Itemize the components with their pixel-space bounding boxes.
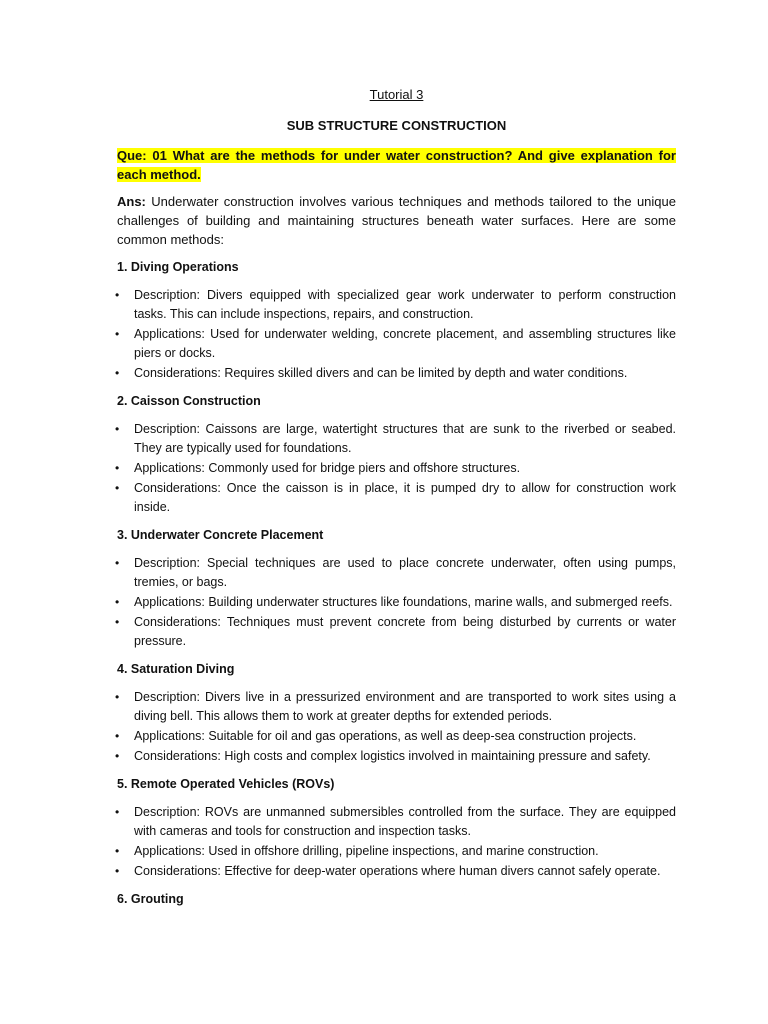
bullet-text: Considerations: High costs and complex logistics involved in maintaining pressure and safety.: [134, 749, 651, 763]
bullet-item: [117, 747, 676, 766]
bullet-icon: •: [115, 595, 120, 609]
bullet-icon: •: [115, 461, 120, 475]
bullet-item: [117, 479, 676, 517]
bullet-icon: •: [115, 615, 120, 629]
bullet-list: [117, 803, 676, 881]
bullet-icon: •: [115, 805, 120, 819]
question-highlight: Que: 01 What are the methods for under water construction? And give explanation for each method.: [117, 148, 676, 182]
bullet-text: Description: ROVs are unmanned submersibles controlled from the surface. They are equipped with cameras and tools for construction and inspection tasks.: [134, 805, 676, 838]
bullet-text: Considerations: Requires skilled divers and can be limited by depth and water conditions.: [134, 366, 628, 380]
bullet-icon: •: [115, 844, 120, 858]
bullet-text: Considerations: Effective for deep-water operations where human divers cannot safely operate.: [134, 864, 661, 878]
bullet-list: [117, 554, 676, 651]
bullet-text: Applications: Suitable for oil and gas operations, as well as deep-sea construction projects.: [134, 729, 637, 743]
bullet-text: Applications: Used in offshore drilling, pipeline inspections, and marine construction.: [134, 844, 599, 858]
bullet-text: Applications: Building underwater structures like foundations, marine walls, and submerged reefs.: [134, 595, 673, 609]
bullet-item: [117, 286, 676, 324]
bullet-item: [117, 688, 676, 726]
bullet-icon: •: [115, 481, 120, 495]
answer-paragraph: [117, 192, 676, 249]
bullet-item: [117, 420, 676, 458]
answer-text: Underwater construction involves various techniques and methods tailored to the unique challenges of building and maintaining structures beneath water surfaces. Here are some common methods:: [117, 194, 676, 247]
bullet-item: [117, 325, 676, 363]
bullet-item: [117, 364, 676, 383]
bullet-text: Considerations: Once the caisson is in place, it is pumped dry to allow for construction work inside.: [134, 481, 676, 514]
bullet-icon: •: [115, 288, 120, 302]
methods-sections: [117, 258, 676, 908]
bullet-item: [117, 842, 676, 861]
document-title: [117, 86, 676, 104]
bullet-icon: •: [115, 327, 120, 341]
bullet-item: [117, 803, 676, 841]
bullet-text: Description: Divers equipped with specialized gear work underwater to perform construction tasks. This can include inspections, repairs, and construction.: [134, 288, 676, 321]
bullet-icon: •: [115, 864, 120, 878]
section-heading: 3. Underwater Concrete Placement: [117, 528, 324, 542]
answer-label: Ans:: [117, 194, 146, 209]
document-subtitle: SUB STRUCTURE CONSTRUCTION: [286, 118, 507, 133]
bullet-item: [117, 459, 676, 478]
section-heading: 1. Diving Operations: [117, 260, 239, 274]
question-text: [117, 146, 676, 184]
section-heading: 5. Remote Operated Vehicles (ROVs): [117, 777, 335, 791]
section-heading: 4. Saturation Diving: [117, 662, 235, 676]
bullet-icon: •: [115, 366, 120, 380]
bullet-text: Applications: Commonly used for bridge piers and offshore structures.: [134, 461, 521, 475]
bullet-icon: •: [115, 556, 120, 570]
bullet-text: Description: Caissons are large, watertight structures that are sunk to the riverbed or seabed. They are typically used for foundations.: [134, 422, 676, 455]
section-heading: 6. Grouting: [117, 892, 184, 906]
bullet-item: [117, 613, 676, 651]
bullet-list: [117, 286, 676, 383]
bullet-text: Applications: Used for underwater welding, concrete placement, and assembling structures like piers or docks.: [134, 327, 676, 360]
bullet-item: [117, 727, 676, 746]
bullet-list: [117, 688, 676, 766]
bullet-text: Description: Divers live in a pressurized environment and are transported to work sites using a diving bell. This allows them to work at greater depths for extended periods.: [134, 690, 676, 723]
bullet-icon: •: [115, 422, 120, 436]
section-heading: 2. Caisson Construction: [117, 394, 261, 408]
bullet-list: [117, 420, 676, 517]
bullet-icon: •: [115, 729, 120, 743]
bullet-text: Description: Special techniques are used to place concrete underwater, often using pumps, tremies, or bags.: [134, 556, 676, 589]
bullet-text: Considerations: Techniques must prevent concrete from being disturbed by currents or water pressure.: [134, 615, 676, 648]
bullet-icon: •: [115, 690, 120, 704]
bullet-item: [117, 554, 676, 592]
bullet-item: [117, 862, 676, 881]
bullet-icon: •: [115, 749, 120, 763]
document-title-text: Tutorial 3: [369, 87, 424, 102]
bullet-item: [117, 593, 676, 612]
